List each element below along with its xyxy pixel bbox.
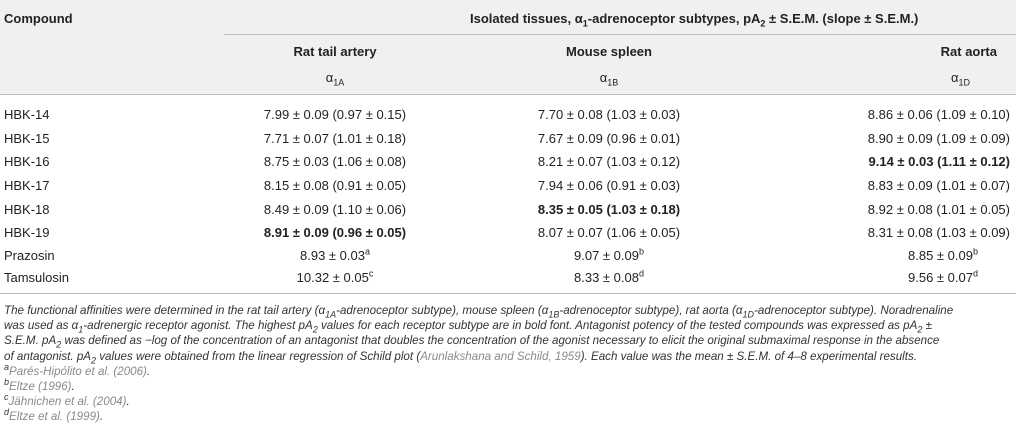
reference-b: $^b$Eltze (1996). [4, 377, 75, 394]
citation-link[interactable]: Arunlakshana and Schild, 1959 [420, 349, 581, 363]
row-name: HBK-16 [4, 154, 50, 169]
cell-value: 8.21 ± 0.07 (1.03 ± 0.12) [537, 154, 681, 169]
subtype-label-1b: $\alpha_{1B}$ [599, 70, 619, 88]
citation-link[interactable]: Jähnichen et al. (2004) [8, 395, 127, 409]
reference-c: $^c$Jähnichen et al. (2004). [4, 392, 130, 409]
cell-value: 7.67 ± 0.09 (0.96 ± 0.01) [537, 131, 681, 146]
footnote-line: of antagonist. $pA_2$ values were obtained from the linear regression of Schild plot (Arunlakshana and Schild, 1959). Each value was the mean ± S.E.M. of 4–8 experimental results. [4, 349, 917, 365]
table-bottom-rule [0, 293, 1016, 294]
footnote-line: S.E.M. $pA_2$ was defined as −log of the concentration of an antagonist that doubles the concentration of the agonist necessary to elicit the original submaximal response in the absence [4, 334, 940, 350]
subtype-label-1a: $\alpha_{1A}$ [325, 70, 345, 88]
cell-value: 8.75 ± 0.03 (1.06 ± 0.08) [263, 154, 407, 169]
row-name: HBK-17 [4, 178, 50, 193]
col-header-mouse-spleen: Mouse spleen [566, 44, 652, 59]
cell-value: 8.15 ± 0.08 (0.91 ± 0.05) [263, 178, 407, 193]
row-name: Tamsulosin [4, 270, 70, 285]
footnote-line: The functional affinities were determined in the rat tail artery ($\alpha_{1A}$-adrenoceptor subtype), mouse spleen ($\alpha_{1B}$-adrenoceptor subtype), rat aorta ($\alpha_{1D}$-adrenoceptor subtype). Noradrenaline [4, 304, 954, 320]
cell-value: 8.86 ± 0.06 (1.09 ± 0.10) [867, 107, 1010, 122]
header-divider [224, 34, 1016, 35]
cell-value: 10.32 ± 0.05$^c$ [296, 268, 374, 285]
col-header-rat-aorta: Rat aorta [940, 44, 997, 59]
cell-value: 7.94 ± 0.06 (0.91 ± 0.03) [537, 178, 681, 193]
subtype-label-1d: $\alpha_{1D}$ [950, 70, 970, 88]
cell-value: 7.99 ± 0.09 (0.97 ± 0.15) [263, 107, 407, 122]
cell-value: 8.33 ± 0.08$^d$ [574, 268, 644, 285]
cell-value: 9.07 ± 0.09$^b$ [574, 246, 644, 263]
row-name: HBK-19 [4, 225, 50, 240]
cell-value: 8.93 ± 0.03$^a$ [300, 246, 370, 263]
cell-value: 7.71 ± 0.07 (1.01 ± 0.18) [263, 131, 407, 146]
cell-value: 7.70 ± 0.08 (1.03 ± 0.03) [537, 107, 681, 122]
cell-value-highest: 9.14 ± 0.03 (1.11 ± 0.12) [868, 154, 1010, 169]
header-bottom-rule [0, 94, 1016, 95]
citation-link[interactable]: Parés-Hipólito et al. (2006) [9, 364, 147, 378]
cell-value: 8.07 ± 0.07 (1.06 ± 0.05) [537, 225, 681, 240]
table-footnote [4, 303, 1012, 425]
row-name: HBK-14 [4, 107, 50, 122]
cell-value: 8.90 ± 0.09 (1.09 ± 0.09) [867, 131, 1010, 146]
span-title: Isolated tissues, $\alpha_1$-adrenoceptor subtypes, $pA_2 \pm S.E.M$. (slope ± S.E.M.) [470, 11, 919, 29]
cell-value: 8.83 ± 0.09 (1.01 ± 0.07) [867, 178, 1010, 193]
citation-link[interactable]: Eltze (1996) [9, 380, 72, 394]
reference-d: $^d$Eltze et al. (1999). [4, 407, 104, 424]
cell-value-highest: 8.35 ± 0.05 (1.03 ± 0.18) [537, 202, 681, 217]
row-name: Prazosin [4, 248, 55, 263]
cell-value: 9.56 ± 0.07$^d$ [908, 268, 978, 285]
row-name: HBK-18 [4, 202, 50, 217]
compound-header: Compound [4, 11, 73, 26]
cell-value: 8.92 ± 0.08 (1.01 ± 0.05) [867, 202, 1010, 217]
cell-value: 8.85 ± 0.09$^b$ [908, 246, 978, 263]
cell-value-highest: 8.91 ± 0.09 (0.96 ± 0.05) [263, 225, 407, 240]
citation-link[interactable]: Eltze et al. (1999) [9, 410, 100, 424]
footnote-line: was used as $\alpha_1$-adrenergic receptor agonist. The highest $pA_2$ values for each receptor subtype are in bold font. Antagonist potency of the tested compounds was expressed as $pA_2$ ± [4, 319, 932, 335]
cell-value: 8.31 ± 0.08 (1.03 ± 0.09) [867, 225, 1010, 240]
row-name: HBK-15 [4, 131, 50, 146]
reference-a: $^a$Parés-Hipólito et al. (2006). [4, 361, 151, 378]
cell-value: 8.49 ± 0.09 (1.10 ± 0.06) [263, 202, 407, 217]
col-header-rat-tail-artery: Rat tail artery [293, 44, 377, 59]
